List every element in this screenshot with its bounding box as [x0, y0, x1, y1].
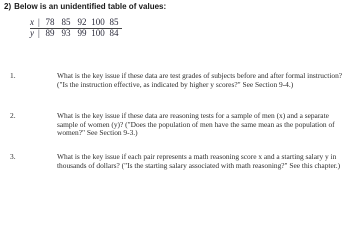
table-row-y — [30, 28, 122, 39]
row-variable: y — [30, 28, 34, 38]
table-cell: 100 — [91, 28, 105, 38]
table-cell: 99 — [77, 28, 87, 38]
table-cell: 84 — [109, 28, 119, 38]
question-number: 1. — [10, 71, 16, 80]
problem-number: 2) — [4, 2, 12, 11]
table-cell: 85 — [58, 17, 74, 29]
table-cell: 78 — [42, 17, 58, 29]
row-separator: | — [38, 17, 42, 29]
table-cell: 93 — [61, 28, 71, 38]
problem-prompt: Below is an unidentified table of values: — [14, 2, 167, 11]
question-text: What is the key issue if these data are reasoning tests for a sample of men (x) and a separate sample of women (y)? ("Does the population of men have the same mean as the population of women?" See Section 9-3.) — [57, 111, 335, 138]
table-cell: 92 — [74, 17, 90, 29]
question-text: What is the key issue if each pair represents a math reasoning score x and a starting salary y in thousands of dollars? ("Is the starting salary associated with math reasoning?" See this chapter.) — [57, 152, 341, 170]
data-table — [30, 17, 122, 39]
table-cell: 85 — [106, 17, 122, 29]
question-text: What is the key issue if these data are test grades of subjects before and after formal instruction? ("Is the instruction effective, as indicated by higher y scores?" See Section 9-4.) — [57, 71, 343, 89]
question-number: 2. — [10, 111, 16, 120]
row-separator: | — [38, 28, 40, 38]
question-number: 3. — [10, 152, 16, 161]
row-variable: x — [30, 17, 38, 29]
table-row-x — [30, 17, 122, 28]
problem-header — [4, 2, 166, 11]
table-cell: 89 — [45, 28, 55, 38]
table-cell: 100 — [91, 16, 105, 27]
